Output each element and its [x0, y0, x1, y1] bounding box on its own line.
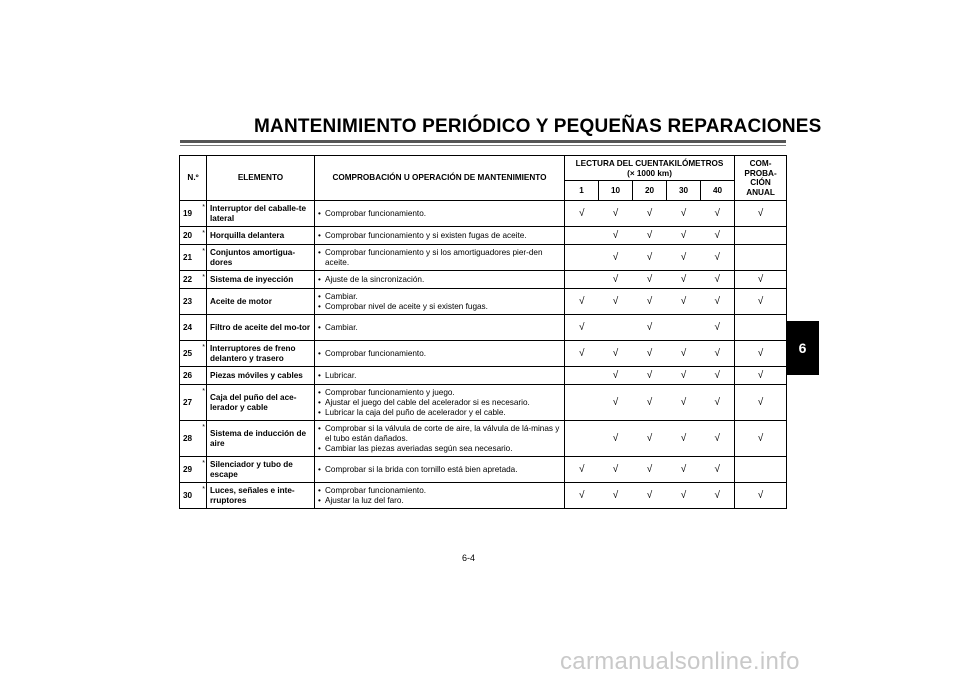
- check-mark-icon: √: [646, 489, 653, 501]
- header-annual-line1: COM-: [749, 158, 772, 168]
- check-mark-icon: √: [680, 347, 687, 359]
- check-item: • Comprobar funcionamiento y si existen fugas de aceite.: [318, 231, 561, 241]
- check-item: • Comprobar funcionamiento.: [318, 209, 561, 219]
- row-check: [315, 315, 565, 341]
- tick-km-20: [633, 367, 667, 385]
- tick-annual: [735, 289, 787, 315]
- tick-km-10: [599, 341, 633, 367]
- check-mark-icon: √: [714, 463, 721, 475]
- row-check: [315, 421, 565, 457]
- check-mark-icon: √: [757, 207, 764, 219]
- table-row: [180, 315, 787, 341]
- tick-km-1: [565, 367, 599, 385]
- table-row: [180, 245, 787, 271]
- row-number: [180, 289, 207, 315]
- check-mark-icon: √: [579, 321, 585, 333]
- tick-km-30: [667, 421, 701, 457]
- tick-km-20: [633, 201, 667, 227]
- check-mark-icon: √: [612, 489, 619, 501]
- row-number: [180, 341, 207, 367]
- tick-km-20: [633, 271, 667, 289]
- check-mark-icon: √: [680, 489, 687, 501]
- tick-km-30: [667, 227, 701, 245]
- row-number-text: 20: [183, 231, 193, 240]
- tick-km-10: [599, 245, 633, 271]
- check-mark-icon: √: [646, 369, 653, 381]
- row-element: Silenciador y tubo de escape: [207, 457, 315, 483]
- check-mark-icon: √: [680, 295, 687, 307]
- check-mark-icon: √: [757, 432, 764, 444]
- check-item: • Ajuste de la sincronización.: [318, 275, 561, 285]
- tick-km-40: [701, 227, 735, 245]
- tick-km-10: [599, 367, 633, 385]
- tick-km-10: [599, 271, 633, 289]
- tick-km-20: [633, 245, 667, 271]
- check-mark-icon: √: [714, 369, 721, 381]
- table-row: [180, 201, 787, 227]
- tick-km-30: [667, 315, 701, 341]
- tick-annual: [735, 315, 787, 341]
- tick-km-1: [565, 483, 599, 509]
- dealer-service-marker: *: [202, 274, 205, 282]
- tick-km-20: [633, 227, 667, 245]
- header-odometer: [565, 156, 735, 181]
- row-check: [315, 341, 565, 367]
- header-km-30: 30: [667, 181, 701, 201]
- tick-annual: [735, 245, 787, 271]
- check-item: • Cambiar.: [318, 323, 561, 333]
- row-number-text: 19: [183, 209, 193, 218]
- tick-km-10: [599, 421, 633, 457]
- tick-km-30: [667, 457, 701, 483]
- row-element: Caja del puño del ace-lerador y cable: [207, 385, 315, 421]
- check-mark-icon: √: [757, 396, 764, 408]
- tick-km-20: [633, 483, 667, 509]
- row-element: Aceite de motor: [207, 289, 315, 315]
- row-element: Horquilla delantera: [207, 227, 315, 245]
- check-mark-icon: √: [680, 273, 687, 285]
- tick-km-30: [667, 245, 701, 271]
- check-mark-icon: √: [680, 463, 687, 475]
- check-item: • Comprobar funcionamiento y si los amortiguadores pier-den aceite.: [318, 248, 561, 267]
- check-item: • Comprobar funcionamiento.: [318, 486, 561, 496]
- tick-km-40: [701, 201, 735, 227]
- tick-km-1: [565, 227, 599, 245]
- check-mark-icon: √: [579, 207, 585, 219]
- header-check: COMPROBACIÓN U OPERACIÓN DE MANTENIMIENTO: [315, 156, 565, 201]
- tick-km-10: [599, 315, 633, 341]
- tick-km-1: [565, 289, 599, 315]
- tick-km-40: [701, 457, 735, 483]
- check-mark-icon: √: [646, 396, 653, 408]
- row-number-text: 28: [183, 434, 193, 443]
- row-number: [180, 367, 207, 385]
- tick-km-1: [565, 315, 599, 341]
- tick-km-40: [701, 341, 735, 367]
- check-mark-icon: √: [757, 369, 764, 381]
- header-odometer-line1: LECTURA DEL CUENTAKILÓMETROS: [575, 159, 724, 168]
- table-row: [180, 289, 787, 315]
- check-mark-icon: √: [612, 207, 619, 219]
- tick-km-20: [633, 421, 667, 457]
- check-mark-icon: √: [714, 432, 721, 444]
- check-mark-icon: √: [646, 229, 653, 241]
- check-mark-icon: √: [757, 347, 764, 359]
- check-mark-icon: √: [714, 295, 721, 307]
- check-mark-icon: √: [714, 321, 721, 333]
- tick-km-10: [599, 457, 633, 483]
- tick-annual: [735, 201, 787, 227]
- tick-km-10: [599, 483, 633, 509]
- dealer-service-marker: *: [202, 424, 205, 432]
- row-check: [315, 245, 565, 271]
- tick-km-10: [599, 289, 633, 315]
- dealer-service-marker: *: [202, 204, 205, 212]
- header-odometer-line2: (× 1000 km): [627, 168, 672, 178]
- check-mark-icon: √: [680, 251, 687, 263]
- tick-km-30: [667, 289, 701, 315]
- dealer-service-marker: *: [202, 248, 205, 256]
- tick-km-1: [565, 341, 599, 367]
- tick-km-20: [633, 289, 667, 315]
- tick-annual: [735, 271, 787, 289]
- tick-km-20: [633, 341, 667, 367]
- header-km-40: 40: [701, 181, 735, 201]
- title-rule: [180, 140, 786, 143]
- row-number: [180, 457, 207, 483]
- tick-km-1: [565, 457, 599, 483]
- check-mark-icon: √: [714, 396, 721, 408]
- check-mark-icon: √: [579, 463, 585, 475]
- page-title: MANTENIMIENTO PERIÓDICO Y PEQUEÑAS REPARACIONES: [254, 116, 822, 137]
- table-row: [180, 421, 787, 457]
- check-item: • Ajustar el juego del cable del acelerador si es necesario.: [318, 398, 561, 408]
- title-rule-thin: [180, 145, 786, 146]
- row-element: Piezas móviles y cables: [207, 367, 315, 385]
- tick-annual: [735, 483, 787, 509]
- row-check: [315, 457, 565, 483]
- tick-km-40: [701, 289, 735, 315]
- row-element: Luces, señales e inte-rruptores: [207, 483, 315, 509]
- check-mark-icon: √: [714, 273, 721, 285]
- check-mark-icon: √: [714, 207, 721, 219]
- check-mark-icon: √: [757, 489, 764, 501]
- check-item: • Cambiar.: [318, 292, 561, 302]
- header-annual-line3: CIÓN: [750, 178, 771, 188]
- header-km-1: 1: [565, 181, 599, 201]
- tick-km-10: [599, 227, 633, 245]
- row-number: [180, 201, 207, 227]
- check-mark-icon: √: [680, 369, 687, 381]
- check-item: • Cambiar las piezas averiadas según sea necesario.: [318, 444, 561, 454]
- check-item: • Comprobar funcionamiento.: [318, 349, 561, 359]
- check-mark-icon: √: [646, 251, 653, 263]
- table-row: [180, 341, 787, 367]
- check-mark-icon: √: [612, 396, 619, 408]
- check-mark-icon: √: [757, 273, 764, 285]
- tick-km-30: [667, 385, 701, 421]
- check-item: • Comprobar funcionamiento y juego.: [318, 388, 561, 398]
- chapter-tab[interactable]: 6: [786, 321, 819, 375]
- tick-annual: [735, 227, 787, 245]
- tick-km-1: [565, 201, 599, 227]
- page-number: 6-4: [462, 553, 476, 563]
- header-num: N.º: [180, 156, 207, 201]
- row-element: Interruptores de freno delantero y trasero: [207, 341, 315, 367]
- row-check: [315, 227, 565, 245]
- watermark: carmanualsonline.info: [560, 648, 800, 675]
- table-row: [180, 271, 787, 289]
- check-mark-icon: √: [714, 489, 721, 501]
- tick-km-40: [701, 483, 735, 509]
- check-mark-icon: √: [612, 432, 619, 444]
- tick-km-40: [701, 385, 735, 421]
- check-mark-icon: √: [612, 369, 619, 381]
- tick-km-1: [565, 245, 599, 271]
- header-km-10: 10: [599, 181, 633, 201]
- check-mark-icon: √: [714, 229, 721, 241]
- check-mark-icon: √: [646, 295, 653, 307]
- row-check: [315, 483, 565, 509]
- tick-km-1: [565, 271, 599, 289]
- row-check: [315, 289, 565, 315]
- header-annual-line2: PROBA-: [744, 168, 777, 178]
- tick-km-30: [667, 367, 701, 385]
- check-mark-icon: √: [579, 295, 585, 307]
- check-mark-icon: √: [757, 295, 764, 307]
- row-check: [315, 201, 565, 227]
- row-element: Filtro de aceite del mo-tor: [207, 315, 315, 341]
- row-number-text: 24: [183, 323, 193, 332]
- tick-km-20: [633, 385, 667, 421]
- row-number-text: 27: [183, 398, 193, 407]
- check-mark-icon: √: [680, 432, 687, 444]
- check-mark-icon: √: [612, 273, 619, 285]
- table-row: [180, 457, 787, 483]
- check-mark-icon: √: [646, 207, 653, 219]
- check-mark-icon: √: [646, 432, 653, 444]
- header-annual-line4: ANUAL: [746, 187, 775, 197]
- tick-annual: [735, 341, 787, 367]
- table-row: [180, 227, 787, 245]
- tick-km-40: [701, 245, 735, 271]
- row-number-text: 30: [183, 491, 193, 500]
- tick-km-40: [701, 315, 735, 341]
- check-mark-icon: √: [646, 463, 653, 475]
- row-element: Sistema de inyección: [207, 271, 315, 289]
- tick-km-40: [701, 421, 735, 457]
- row-check: [315, 271, 565, 289]
- table-row: [180, 385, 787, 421]
- check-item: • Lubricar la caja del puño de acelerador y el cable.: [318, 408, 561, 418]
- check-item: • Ajustar la luz del faro.: [318, 496, 561, 506]
- row-number: [180, 227, 207, 245]
- row-number: [180, 245, 207, 271]
- header-element: ELEMENTO: [207, 156, 315, 201]
- tick-annual: [735, 385, 787, 421]
- check-mark-icon: √: [714, 347, 721, 359]
- check-mark-icon: √: [714, 251, 721, 263]
- check-mark-icon: √: [612, 347, 619, 359]
- tick-km-30: [667, 341, 701, 367]
- tick-km-20: [633, 315, 667, 341]
- header-annual: [735, 156, 787, 201]
- header-km-20: 20: [633, 181, 667, 201]
- check-mark-icon: √: [680, 207, 687, 219]
- dealer-service-marker: *: [202, 486, 205, 494]
- tick-km-1: [565, 421, 599, 457]
- tick-km-30: [667, 201, 701, 227]
- check-mark-icon: √: [646, 273, 653, 285]
- tick-km-10: [599, 201, 633, 227]
- table-row: [180, 483, 787, 509]
- dealer-service-marker: *: [202, 460, 205, 468]
- tick-km-10: [599, 385, 633, 421]
- check-item: • Lubricar.: [318, 371, 561, 381]
- tick-km-30: [667, 483, 701, 509]
- row-number-text: 26: [183, 371, 193, 380]
- tick-annual: [735, 367, 787, 385]
- check-item: • Comprobar si la válvula de corte de aire, la válvula de lá-minas y el tubo están dañados.: [318, 424, 561, 443]
- row-number-text: 29: [183, 465, 193, 474]
- tick-km-20: [633, 457, 667, 483]
- row-check: [315, 367, 565, 385]
- row-number: [180, 271, 207, 289]
- row-number: [180, 483, 207, 509]
- check-mark-icon: √: [579, 347, 585, 359]
- row-number: [180, 385, 207, 421]
- maintenance-table: [179, 155, 787, 509]
- check-mark-icon: √: [680, 396, 687, 408]
- dealer-service-marker: *: [202, 344, 205, 352]
- check-mark-icon: √: [579, 489, 585, 501]
- check-mark-icon: √: [646, 321, 653, 333]
- check-item: • Comprobar nivel de aceite y si existen fugas.: [318, 302, 561, 312]
- row-number: [180, 315, 207, 341]
- dealer-service-marker: *: [202, 388, 205, 396]
- row-element: Interruptor del caballe-te lateral: [207, 201, 315, 227]
- dealer-service-marker: *: [202, 230, 205, 238]
- tick-annual: [735, 421, 787, 457]
- row-number-text: 21: [183, 253, 193, 262]
- tick-km-1: [565, 385, 599, 421]
- tick-annual: [735, 457, 787, 483]
- tick-km-40: [701, 271, 735, 289]
- row-element: Conjuntos amortigua-dores: [207, 245, 315, 271]
- check-mark-icon: √: [612, 295, 619, 307]
- check-mark-icon: √: [680, 229, 687, 241]
- table-row: [180, 367, 787, 385]
- check-mark-icon: √: [612, 463, 619, 475]
- tick-km-30: [667, 271, 701, 289]
- row-number-text: 23: [183, 297, 193, 306]
- row-number-text: 22: [183, 275, 193, 284]
- check-mark-icon: √: [612, 251, 619, 263]
- check-mark-icon: √: [646, 347, 653, 359]
- check-item: • Comprobar si la brida con tornillo está bien apretada.: [318, 465, 561, 475]
- tick-km-40: [701, 367, 735, 385]
- row-number: [180, 421, 207, 457]
- row-element: Sistema de inducción de aire: [207, 421, 315, 457]
- row-check: [315, 385, 565, 421]
- row-number-text: 25: [183, 349, 193, 358]
- check-mark-icon: √: [612, 229, 619, 241]
